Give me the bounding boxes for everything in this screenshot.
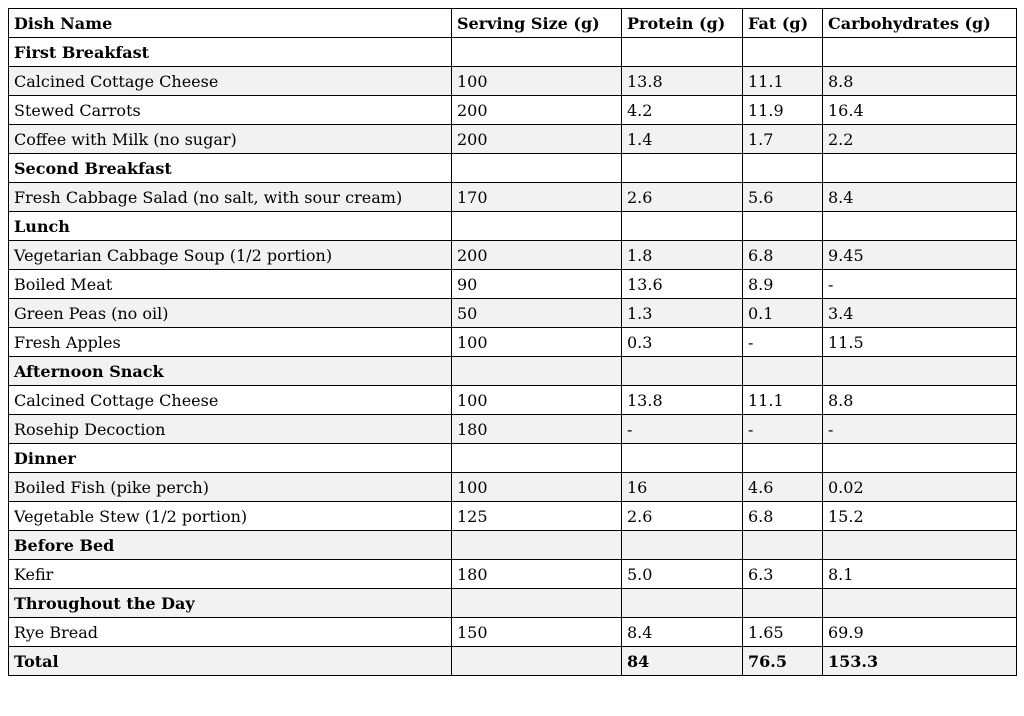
- table-row: [9, 618, 1017, 647]
- protein-cell: [622, 589, 743, 618]
- fat-cell: 1.7: [743, 125, 823, 154]
- section-header-row: [9, 357, 1017, 386]
- serving-size-cell: [452, 589, 622, 618]
- section-header-row: [9, 531, 1017, 560]
- dish-name-cell: Second Breakfast: [9, 154, 452, 183]
- dish-name-cell: Calcined Cottage Cheese: [9, 67, 452, 96]
- carbohydrates-cell: [823, 357, 1017, 386]
- serving-size-cell: [452, 647, 622, 676]
- section-header-row: [9, 444, 1017, 473]
- serving-size-cell: 200: [452, 96, 622, 125]
- serving-size-cell: 100: [452, 328, 622, 357]
- fat-cell: 76.5: [743, 647, 823, 676]
- table-row: [9, 560, 1017, 589]
- serving-size-cell: 180: [452, 560, 622, 589]
- fat-cell: 5.6: [743, 183, 823, 212]
- serving-size-cell: 100: [452, 386, 622, 415]
- protein-cell: 4.2: [622, 96, 743, 125]
- fat-cell: 11.9: [743, 96, 823, 125]
- serving-size-cell: [452, 531, 622, 560]
- header-serving-size: Serving Size (g): [452, 9, 622, 38]
- protein-cell: 16: [622, 473, 743, 502]
- table-row: [9, 183, 1017, 212]
- serving-size-cell: 50: [452, 299, 622, 328]
- carbohydrates-cell: 69.9: [823, 618, 1017, 647]
- dish-name-cell: Boiled Meat: [9, 270, 452, 299]
- carbohydrates-cell: 8.1: [823, 560, 1017, 589]
- fat-cell: 11.1: [743, 386, 823, 415]
- carbohydrates-cell: 16.4: [823, 96, 1017, 125]
- protein-cell: [622, 444, 743, 473]
- dish-name-cell: Rosehip Decoction: [9, 415, 452, 444]
- serving-size-cell: 200: [452, 241, 622, 270]
- fat-cell: 1.65: [743, 618, 823, 647]
- header-fat: Fat (g): [743, 9, 823, 38]
- protein-cell: [622, 531, 743, 560]
- protein-cell: [622, 357, 743, 386]
- nutrition-table: [8, 8, 1017, 676]
- protein-cell: [622, 154, 743, 183]
- header-dish-name: Dish Name: [9, 9, 452, 38]
- dish-name-cell: Vegetarian Cabbage Soup (1/2 portion): [9, 241, 452, 270]
- table-row: [9, 67, 1017, 96]
- table-row: [9, 241, 1017, 270]
- carbohydrates-cell: 15.2: [823, 502, 1017, 531]
- section-header-row: [9, 212, 1017, 241]
- carbohydrates-cell: [823, 531, 1017, 560]
- table-row: [9, 415, 1017, 444]
- dish-name-cell: Dinner: [9, 444, 452, 473]
- serving-size-cell: 200: [452, 125, 622, 154]
- carbohydrates-cell: [823, 212, 1017, 241]
- protein-cell: 8.4: [622, 618, 743, 647]
- carbohydrates-cell: 0.02: [823, 473, 1017, 502]
- carbohydrates-cell: 3.4: [823, 299, 1017, 328]
- carbohydrates-cell: 8.4: [823, 183, 1017, 212]
- carbohydrates-cell: 8.8: [823, 386, 1017, 415]
- fat-cell: [743, 531, 823, 560]
- fat-cell: 6.3: [743, 560, 823, 589]
- dish-name-cell: Coffee with Milk (no sugar): [9, 125, 452, 154]
- section-header-row: [9, 589, 1017, 618]
- carbohydrates-cell: -: [823, 270, 1017, 299]
- protein-cell: 1.4: [622, 125, 743, 154]
- carbohydrates-cell: [823, 154, 1017, 183]
- serving-size-cell: [452, 38, 622, 67]
- table-header-row: [9, 9, 1017, 38]
- table-row: [9, 299, 1017, 328]
- dish-name-cell: Lunch: [9, 212, 452, 241]
- dish-name-cell: Kefir: [9, 560, 452, 589]
- carbohydrates-cell: 8.8: [823, 67, 1017, 96]
- protein-cell: -: [622, 415, 743, 444]
- fat-cell: -: [743, 328, 823, 357]
- table-row: [9, 386, 1017, 415]
- dish-name-cell: Fresh Cabbage Salad (no salt, with sour cream): [9, 183, 452, 212]
- protein-cell: 13.6: [622, 270, 743, 299]
- protein-cell: 5.0: [622, 560, 743, 589]
- table-row: [9, 473, 1017, 502]
- dish-name-cell: Afternoon Snack: [9, 357, 452, 386]
- fat-cell: 6.8: [743, 241, 823, 270]
- dish-name-cell: Rye Bread: [9, 618, 452, 647]
- fat-cell: [743, 589, 823, 618]
- header-carbohydrates: Carbohydrates (g): [823, 9, 1017, 38]
- dish-name-cell: Boiled Fish (pike perch): [9, 473, 452, 502]
- dish-name-cell: Before Bed: [9, 531, 452, 560]
- carbohydrates-cell: -: [823, 415, 1017, 444]
- table-row: [9, 328, 1017, 357]
- fat-cell: -: [743, 415, 823, 444]
- section-header-row: [9, 38, 1017, 67]
- protein-cell: 13.8: [622, 386, 743, 415]
- protein-cell: 84: [622, 647, 743, 676]
- fat-cell: [743, 38, 823, 67]
- protein-cell: 2.6: [622, 183, 743, 212]
- carbohydrates-cell: [823, 444, 1017, 473]
- serving-size-cell: 150: [452, 618, 622, 647]
- table-row: [9, 125, 1017, 154]
- carbohydrates-cell: 11.5: [823, 328, 1017, 357]
- fat-cell: 8.9: [743, 270, 823, 299]
- carbohydrates-cell: 2.2: [823, 125, 1017, 154]
- table-row: [9, 96, 1017, 125]
- serving-size-cell: [452, 357, 622, 386]
- protein-cell: 0.3: [622, 328, 743, 357]
- dish-name-cell: Throughout the Day: [9, 589, 452, 618]
- dish-name-cell: Green Peas (no oil): [9, 299, 452, 328]
- serving-size-cell: 180: [452, 415, 622, 444]
- fat-cell: [743, 357, 823, 386]
- serving-size-cell: 125: [452, 502, 622, 531]
- serving-size-cell: [452, 154, 622, 183]
- total-row: [9, 647, 1017, 676]
- dish-name-cell: Stewed Carrots: [9, 96, 452, 125]
- fat-cell: 6.8: [743, 502, 823, 531]
- fat-cell: [743, 444, 823, 473]
- serving-size-cell: 100: [452, 67, 622, 96]
- serving-size-cell: 100: [452, 473, 622, 502]
- fat-cell: [743, 212, 823, 241]
- serving-size-cell: [452, 444, 622, 473]
- fat-cell: 4.6: [743, 473, 823, 502]
- table-body: [9, 38, 1017, 676]
- protein-cell: [622, 38, 743, 67]
- header-protein: Protein (g): [622, 9, 743, 38]
- protein-cell: 2.6: [622, 502, 743, 531]
- protein-cell: 1.3: [622, 299, 743, 328]
- carbohydrates-cell: [823, 38, 1017, 67]
- serving-size-cell: 90: [452, 270, 622, 299]
- fat-cell: 0.1: [743, 299, 823, 328]
- fat-cell: [743, 154, 823, 183]
- dish-name-cell: Fresh Apples: [9, 328, 452, 357]
- protein-cell: [622, 212, 743, 241]
- carbohydrates-cell: 9.45: [823, 241, 1017, 270]
- protein-cell: 1.8: [622, 241, 743, 270]
- protein-cell: 13.8: [622, 67, 743, 96]
- dish-name-cell: Vegetable Stew (1/2 portion): [9, 502, 452, 531]
- serving-size-cell: 170: [452, 183, 622, 212]
- fat-cell: 11.1: [743, 67, 823, 96]
- carbohydrates-cell: 153.3: [823, 647, 1017, 676]
- carbohydrates-cell: [823, 589, 1017, 618]
- table-row: [9, 502, 1017, 531]
- dish-name-cell: First Breakfast: [9, 38, 452, 67]
- table-row: [9, 270, 1017, 299]
- serving-size-cell: [452, 212, 622, 241]
- dish-name-cell: Calcined Cottage Cheese: [9, 386, 452, 415]
- section-header-row: [9, 154, 1017, 183]
- dish-name-cell: Total: [9, 647, 452, 676]
